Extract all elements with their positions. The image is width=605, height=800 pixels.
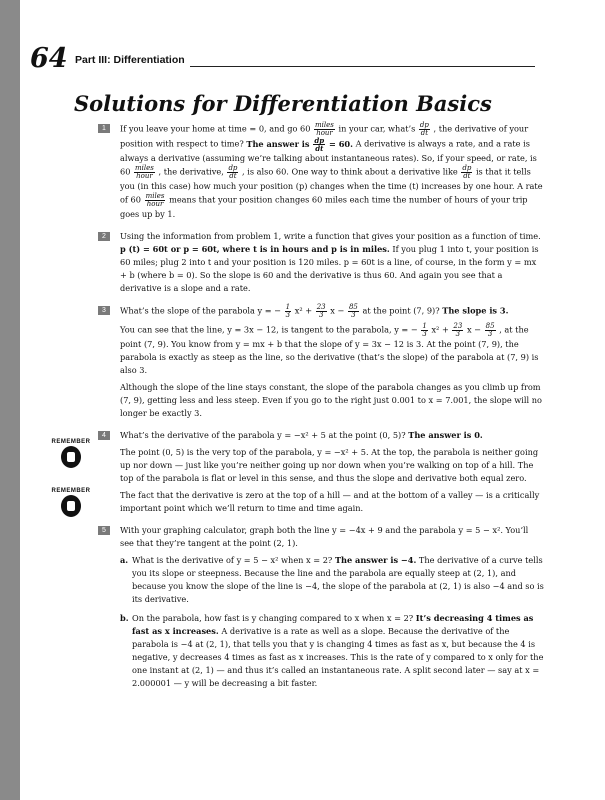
fraction: $\frac{\text{miles}}{\text{hour}}$ [315,121,334,137]
sub-questions [120,554,544,690]
fraction: $\frac{1}{3}$ [285,303,291,319]
problem-number-badge: 2 [98,232,110,241]
remember-icon: REMEMBER [48,485,94,531]
fraction: $\frac{1}{3}$ [422,322,427,338]
remember-note: The fact that the derivative is zero at the top of a hill — and at the bottom of a valley — is a critically important point which we’ll return to time and time again. [120,490,540,513]
fraction: $\frac{dp}{dt}$ [228,164,238,180]
answer: The answer is −4. [334,555,417,565]
page-header [30,44,535,72]
answer: The slope is 3. [442,305,509,316]
problem-explanation: You can see that the line, y = 3x − 12, is tangent to the parabola, y = − $\frac{1}{3}$ x² + $\frac{23}{3}$ x − $\frac{85}{3}$ , at the point (7, 9). You know from y = mx + b that the slope of y = 3x − 12 is 3. At the point (7, 9), the parabola is exactly as steep as the line, so the derivative (that’s the slope) of the parabola at (7, 9) is also 3. [120,322,539,375]
left-margin-bar [0,0,20,800]
fraction: $\frac{dp}{dt}$ [314,136,325,153]
problem-2 [98,230,544,295]
remember-icon: REMEMBER [48,436,94,482]
problem-number-badge: 1 [98,124,110,133]
problem-number-badge: 4 [98,431,110,440]
problem-question: What’s the derivative of the parabola y = −x² + 5 at the point (0, 5)? The answer is 0. [120,430,483,440]
problem-5 [98,524,544,690]
problem-number-badge: 3 [98,306,110,315]
sub-question-label: a. [120,555,129,565]
sub-question-a: a. What is the derivative of y = 5 − x² when x = 2? The answer is −4. The derivative of a curve tells you its slope or steepness. Because the line and the parabola are equally steep at (2, 1), and because you know the slope of the line is −4, the slope of the parabola at (2, 1) is also −4 and so is its derivative. [120,555,544,604]
problem-4 [51,429,544,515]
solutions-content [51,121,544,699]
part-title: Part III: Differentiation [75,54,185,66]
problem-intro: With your graphing calculator, graph both the line y = −4x + 9 and the parabola y = 5 − x². You’ll see that they’re tangent at the point (2, 1). [120,525,529,548]
fraction: $\frac{dp}{dt}$ [462,164,472,180]
fraction: $\frac{85}{3}$ [485,322,495,338]
answer: It’s decreasing 4 times as fast as x increases. [132,613,534,636]
fraction: $\frac{dp}{dt}$ [419,121,429,137]
hand-icon [61,446,81,468]
problem-1 [98,122,544,221]
fraction: $\frac{\text{miles}}{\text{hour}}$ [135,164,154,180]
problem-text: Using the information from problem 1, write a function that gives your position as a function of time. p (t) = 60t or p = 60t, where t is in hours and p is in miles. If you plug 1 into t, your position is 60 miles; plug 2 into t and your position is 120 miles. p = 60t is a line, of course, in the form y = mx + b (where b = 0). So the slope is 60 and the derivative is thus 60. And again you see that a derivative is a slope and a rate. [120,231,541,293]
hand-icon [61,495,81,517]
fraction: $\frac{23}{3}$ [316,303,326,319]
remember-note: Although the slope of the line stays constant, the slope of the parabola changes as you climb up from (7, 9), getting less and less steep. Even if you go to the right just 0.001 to x = 7.001, the slope will no longer be exactly 3. [120,382,542,418]
answer: p (t) = 60t or p = 60t, where t is in hours and p is in miles. [120,244,390,254]
section-title: Solutions for Differentiation Basics [74,91,492,116]
fraction: $\frac{85}{3}$ [348,303,358,319]
answer: The answer is [246,138,310,149]
sub-question-b: b. On the parabola, how fast is y changing compared to x when x = 2? It’s decreasing 4 times as fast as x increases. A derivative is a rate as well as a slope. Because the derivative of the parabola is −4 at (2, 1), that tells you that y is changing 4 times as fast as x, but because the 4 is negative, y decreases 4 times as fast as x increases. This is the rate of y compared to x only for the one instant at (2, 1) — and thus it’s called an instantaneous rate. A split second later — say at x = 2.000001 — y will be decreasing a bit faster. [120,613,544,688]
problem-number-badge: 5 [98,526,110,535]
page-number: 64 [30,43,68,74]
problem-text: If you leave your home at time = 0, and go 60 $\frac{\text{miles}}{\text{hour}}$ in your car, what’s $\frac{dp}{dt}$ , the derivative of your position with respect to time? The answer is $\frac{dp}{dt}$ = 60. A derivative is always a rate, and a rate is always a derivative (assuming we’re talking about instantaneous rates). So, if your speed, or rate, is 60 $\frac{\text{miles}}{\text{hour}}$ , the derivative, $\frac{dp}{dt}$ , is also 60. One way to think about a derivative like $\frac{dp}{dt}$ is that it tells you (in this case) how much your position (p) changes when the time (t) increases by one hour. A rate of 60 $\frac{\text{miles}}{\text{hour}}$ means that your position changes 60 miles each time the number of hours of your trip goes up by 1. [120,121,543,219]
problem-question: What’s the slope of the parabola y = − $\frac{1}{3}$ x² + $\frac{23}{3}$ x − $\frac{85}{3}$ at the point (7, 9)? The slope is 3. [120,303,509,319]
answer: The answer is 0. [408,430,483,440]
sub-question-label: b. [120,613,129,623]
fraction: $\frac{23}{3}$ [453,322,463,338]
problem-explanation: The point (0, 5) is the very top of the parabola, y = −x² + 5. At the top, the parabola is neither going up nor down — just like you’re neither going up nor down when you’re walking on top of a hill. The top of the parabola is flat or level in this sense, and thus the slope and derivative both equal zero. [120,447,539,483]
fraction: $\frac{\text{miles}}{\text{hour}}$ [145,192,165,208]
header-rule [190,66,535,67]
